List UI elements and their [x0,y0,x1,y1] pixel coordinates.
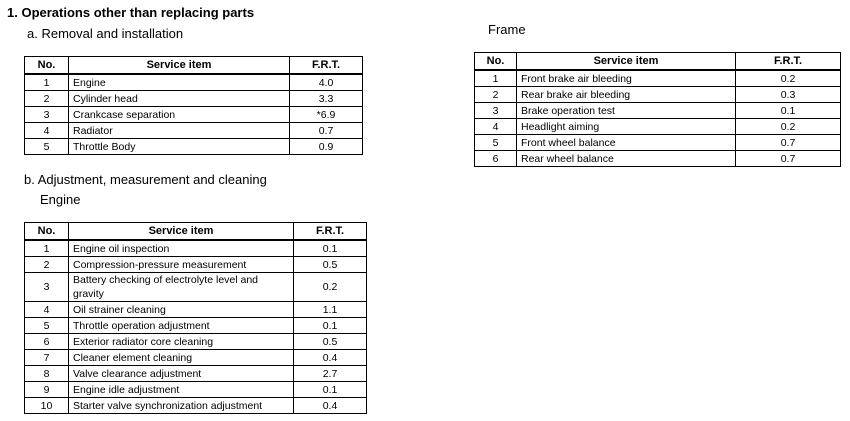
row-number: 5 [25,318,69,334]
service-item-cell: Engine oil inspection [69,240,294,257]
row-number: 1 [25,240,69,257]
row-number: 7 [25,350,69,366]
row-number: 10 [25,398,69,414]
table-row [25,334,367,350]
frt-cell: 0.3 [736,87,841,103]
table-row [475,87,841,103]
table-row [25,139,363,155]
table-row [25,240,367,257]
table-row [25,350,367,366]
frame-label: Frame [488,22,526,37]
row-number: 9 [25,382,69,398]
service-item-cell: Cylinder head [69,91,290,107]
service-item-cell: Throttle Body [69,139,290,155]
row-number: 5 [25,139,69,155]
table-row [25,382,367,398]
table-row [475,135,841,151]
service-item-cell: Crankcase separation [69,107,290,123]
service-item-cell: Engine [69,74,290,91]
frt-cell: *6.9 [290,107,363,123]
table-row [475,151,841,167]
table-row [475,103,841,119]
row-number: 1 [25,74,69,91]
engine-adjustment-table [24,222,367,414]
table-row [25,74,363,91]
frt-cell: 0.4 [294,398,367,414]
service-item-cell: Battery checking of electrolyte level and gravity [69,273,294,302]
table-row [475,119,841,135]
frt-cell: 0.4 [294,350,367,366]
frt-cell: 0.7 [736,135,841,151]
row-number: 3 [475,103,517,119]
frt-cell: 2.7 [294,366,367,382]
row-number: 3 [25,107,69,123]
column-header-service-item: Service item [69,57,290,75]
frt-cell: 0.1 [294,318,367,334]
row-number: 4 [25,123,69,139]
table-header-row [25,57,363,75]
service-item-cell: Front wheel balance [517,135,736,151]
table-row [25,366,367,382]
frt-cell: 0.2 [736,119,841,135]
column-header-no: No. [25,57,69,75]
column-header-frt: F.R.T. [290,57,363,75]
frt-cell: 0.2 [294,273,367,302]
frt-cell: 1.1 [294,302,367,318]
service-item-cell: Rear brake air bleeding [517,87,736,103]
engine-label: Engine [40,192,81,207]
column-header-no: No. [25,223,69,241]
service-item-cell: Starter valve synchronization adjustment [69,398,294,414]
frt-cell: 4.0 [290,74,363,91]
row-number: 2 [475,87,517,103]
table-row [25,273,367,302]
table-row [25,318,367,334]
frt-cell: 0.1 [736,103,841,119]
row-number: 6 [475,151,517,167]
subsection-removal-installation: a. Removal and installation [27,26,184,41]
frt-cell: 0.5 [294,334,367,350]
table-row [25,107,363,123]
service-item-cell: Radiator [69,123,290,139]
frt-cell: 0.2 [736,70,841,87]
service-item-cell: Oil strainer cleaning [69,302,294,318]
frt-cell: 3.3 [290,91,363,107]
row-number: 2 [25,257,69,273]
service-item-cell: Compression-pressure measurement [69,257,294,273]
removal-installation-table [24,56,363,155]
frt-cell: 0.5 [294,257,367,273]
row-number: 3 [25,273,69,302]
column-header-frt: F.R.T. [736,53,841,71]
row-number: 2 [25,91,69,107]
table-row [25,123,363,139]
row-number: 6 [25,334,69,350]
frt-cell: 0.1 [294,240,367,257]
service-item-cell: Valve clearance adjustment [69,366,294,382]
table-row [25,398,367,414]
row-number: 1 [475,70,517,87]
table-header-row [475,53,841,71]
column-header-frt: F.R.T. [294,223,367,241]
service-item-cell: Exterior radiator core cleaning [69,334,294,350]
column-header-service-item: Service item [69,223,294,241]
column-header-no: No. [475,53,517,71]
table-row [25,257,367,273]
subsection-adjustment: b. Adjustment, measurement and cleaning [24,172,267,187]
row-number: 8 [25,366,69,382]
row-number: 4 [475,119,517,135]
service-item-cell: Cleaner element cleaning [69,350,294,366]
column-header-service-item: Service item [517,53,736,71]
service-item-cell: Throttle operation adjustment [69,318,294,334]
frt-cell: 0.7 [736,151,841,167]
service-item-cell: Front brake air bleeding [517,70,736,87]
service-item-cell: Brake operation test [517,103,736,119]
service-item-cell: Headlight aiming [517,119,736,135]
frame-table [474,52,841,167]
service-item-cell: Engine idle adjustment [69,382,294,398]
row-number: 5 [475,135,517,151]
frt-cell: 0.1 [294,382,367,398]
frt-cell: 0.9 [290,139,363,155]
frt-cell: 0.7 [290,123,363,139]
section-title: 1. Operations other than replacing parts [7,5,255,20]
table-row [25,302,367,318]
row-number: 4 [25,302,69,318]
service-item-cell: Rear wheel balance [517,151,736,167]
table-row [475,70,841,87]
table-header-row [25,223,367,241]
table-row [25,91,363,107]
